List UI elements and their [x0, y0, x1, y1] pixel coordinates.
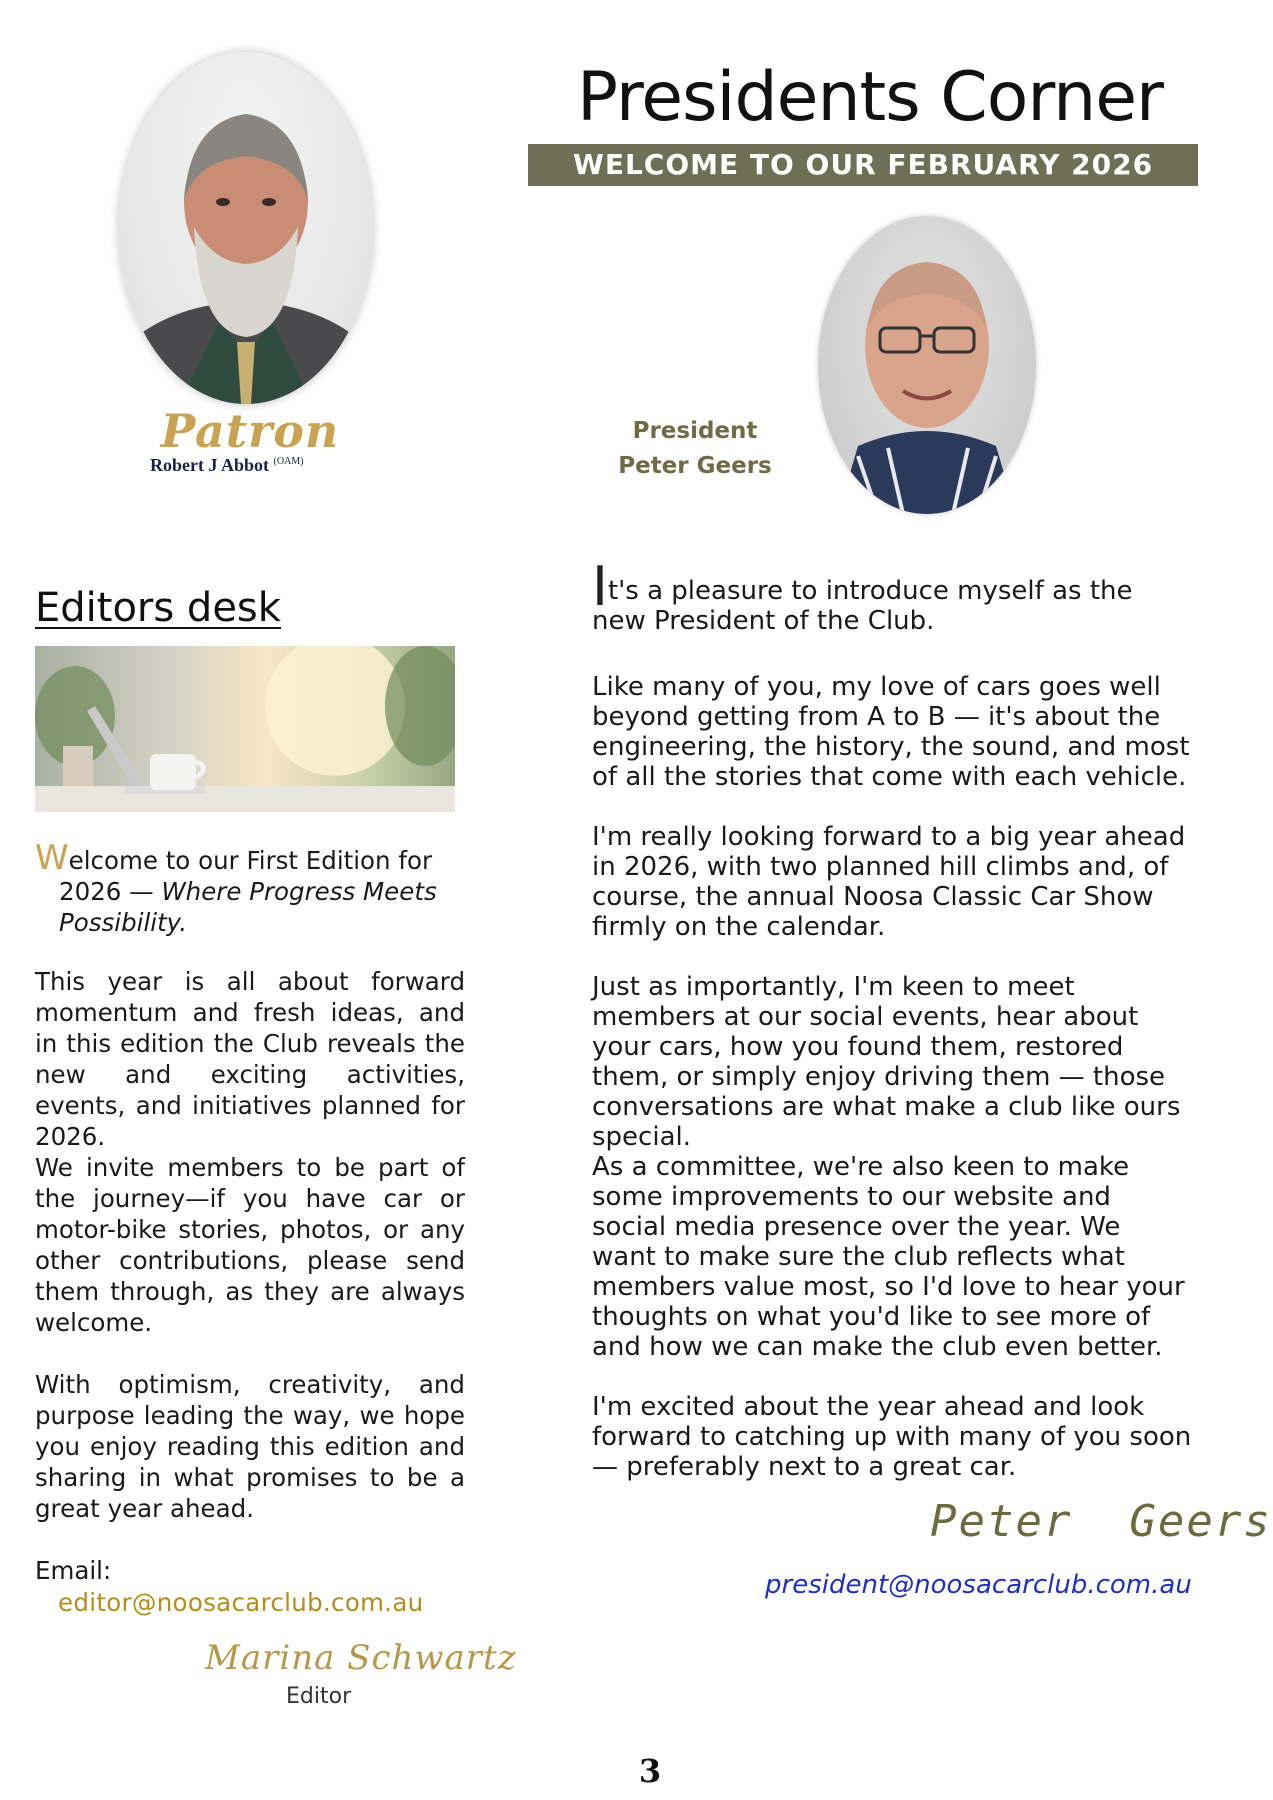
- patron-name-text: Robert J Abbot: [150, 455, 270, 475]
- president-email-link[interactable]: president@noosacarclub.com.au: [765, 1570, 1192, 1600]
- president-para-1: [592, 555, 1192, 636]
- editors-para-2: We invite members to be part of the journey—if you have car or motor-bike stories, photos, or any other contributions, please send them through, as they are always welcome.: [35, 1153, 465, 1337]
- issue-banner: WELCOME TO OUR FEBRUARY 2026 ISSUE: [528, 144, 1198, 186]
- editor-email-link[interactable]: editor@noosacarclub.com.au: [58, 1588, 424, 1617]
- editors-intro: [35, 838, 465, 938]
- patron-name: [150, 455, 380, 476]
- editors-intro-tagline: Where Progress Meets Possibility.: [59, 877, 437, 937]
- editors-para-3: With optimism, creativity, and purpose leading the way, we hope you enjoy reading this edition and sharing in what promises to be a great year ahead.: [35, 1370, 465, 1523]
- patron-portrait: [119, 52, 373, 404]
- editor-signature: Marina Schwartz: [205, 1638, 517, 1678]
- president-para-5: As a committee, we're also keen to make some improvements to our website and social media presence over the year. We want to make sure the club reflects what members value most, so I'd love to hear your thoughts on what you'd like to see more of and how we can make the club even better.: [592, 1152, 1185, 1362]
- president-portrait: [818, 216, 1036, 514]
- editors-intro-dropcap: W: [35, 838, 69, 878]
- president-dropcap: I: [592, 555, 608, 618]
- editors-desk-photo: [35, 646, 455, 812]
- email-label: Email:: [35, 1556, 112, 1585]
- president-signature: Peter Geers: [930, 1496, 1272, 1547]
- president-para-2: Like many of you, my love of cars goes well beyond getting from A to B — it's about the engineering, the history, the sound, and most of all the stories that come with each vehicle.: [592, 672, 1190, 792]
- patron-suffix: (OAM): [273, 456, 304, 467]
- editors-intro-text: elcome to our First Edition for: [68, 846, 433, 875]
- president-para-6: I'm excited about the year ahead and look forward to catching up with many of you soon — preferably next to a great car.: [592, 1392, 1192, 1482]
- page-title: Presidents Corner: [577, 58, 1163, 137]
- president-para-3: I'm really looking forward to a big year ahead in 2026, with two planned hill climbs and, of course, the annual Noosa Classic Car Show firmly on the calendar.: [592, 822, 1186, 942]
- president-name: Peter Geers: [618, 453, 772, 479]
- editors-intro-year: 2026 —: [59, 877, 162, 906]
- editors-desk-heading: Editors desk: [35, 585, 281, 631]
- page-number: 3: [638, 1752, 662, 1790]
- president-caption: [600, 414, 790, 484]
- president-para-4: Just as importantly, I'm keen to meet members at our social events, hear about your cars, how you found them, restored them, or simply enjoy driving them — those conversations are what make a club like ours special.: [592, 972, 1181, 1152]
- president-role: President: [632, 418, 758, 444]
- editors-para-1: This year is all about forward momentum and fresh ideas, and in this edition the Club reveals the new and exciting activities, events, and initiatives planned for 2026.: [35, 967, 465, 1151]
- patron-title: Patron: [160, 404, 340, 458]
- editor-role: Editor: [286, 1684, 352, 1709]
- president-para-1-text: t's a pleasure to introduce myself as the new President of the Club.: [592, 576, 1133, 636]
